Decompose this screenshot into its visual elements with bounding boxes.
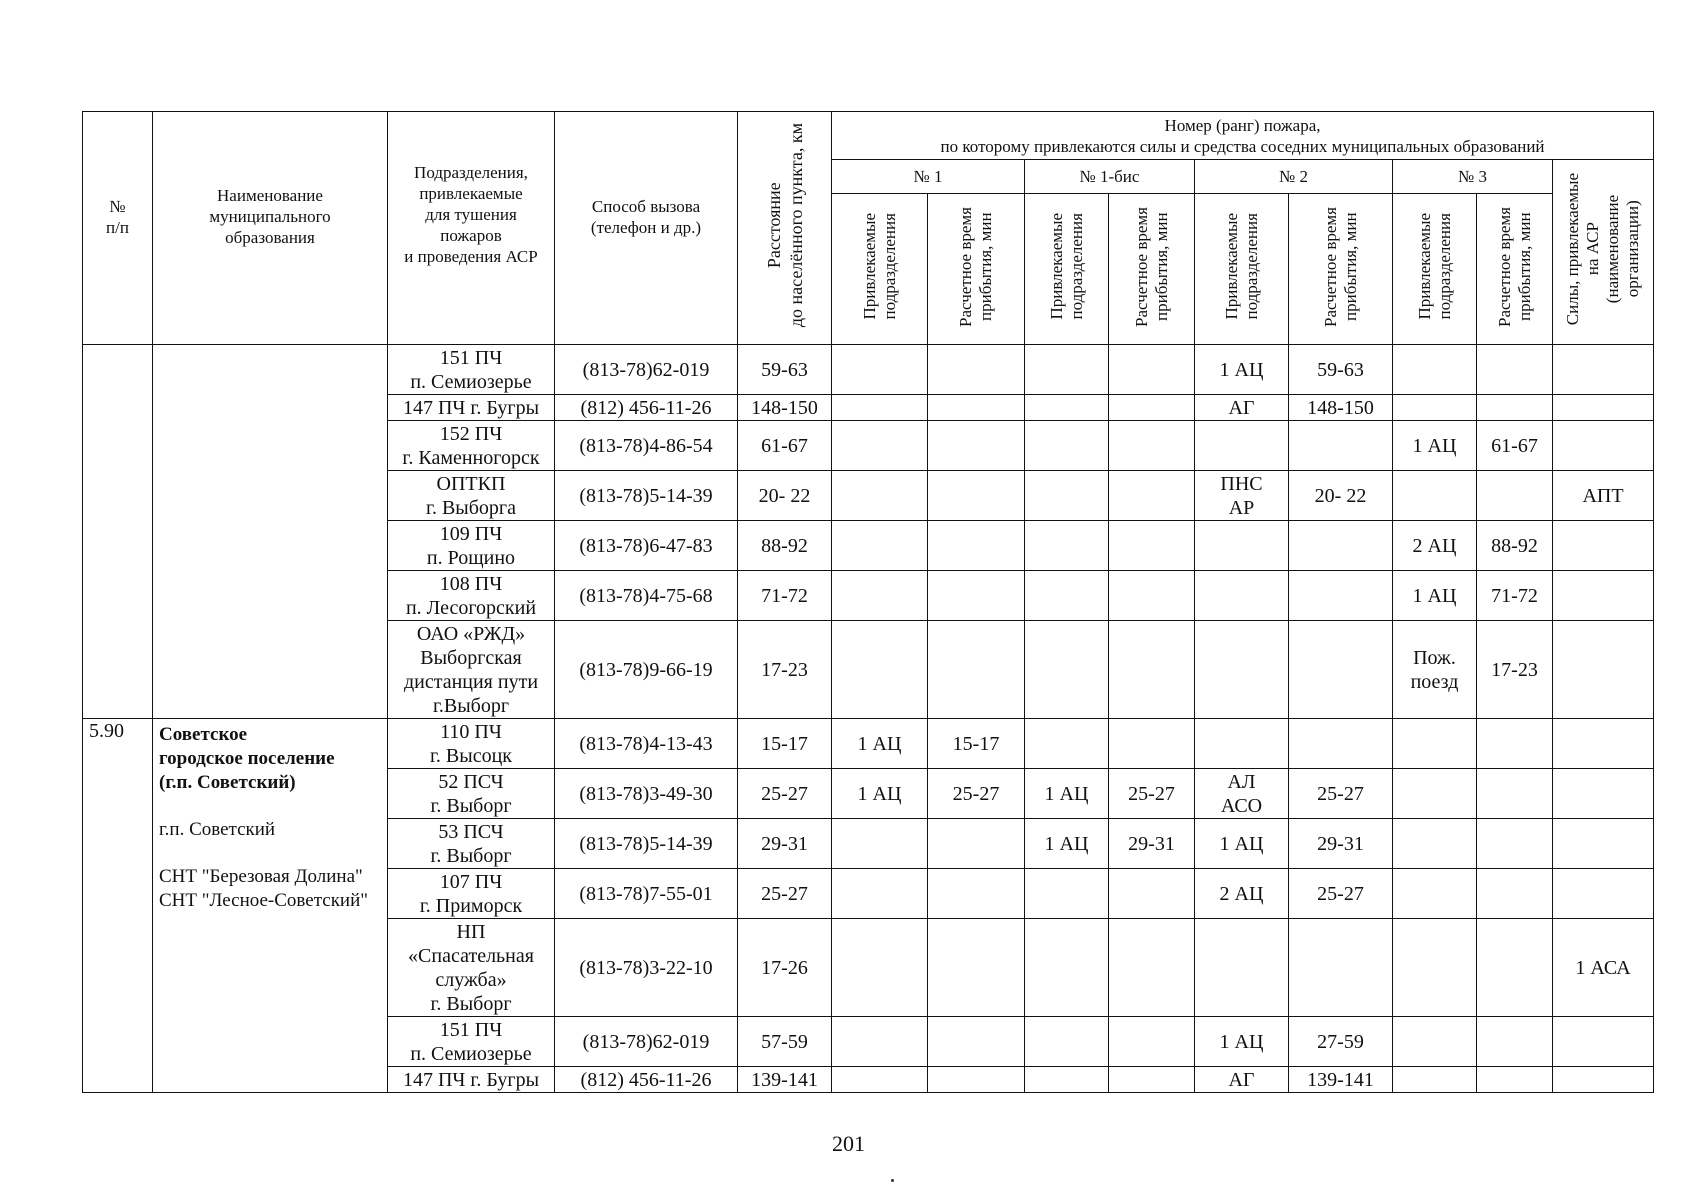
r1b-units-cell [1025, 395, 1109, 421]
r2-units-cell [1195, 521, 1289, 571]
asr-cell: 1 АСА [1553, 919, 1654, 1017]
header-units: Подразделения, привлекаемые для тушения пожаров и проведения АСР [388, 112, 555, 345]
distance-cell: 57-59 [738, 1017, 832, 1067]
r3-units-cell [1393, 1067, 1477, 1093]
asr-cell [1553, 345, 1654, 395]
r3-time-cell [1477, 919, 1553, 1017]
r2-time-cell: 27-59 [1289, 1017, 1393, 1067]
r1-time-cell [928, 345, 1025, 395]
header-r3-time-label: Расчетное время прибытия, мин [1494, 206, 1534, 327]
distance-cell: 17-23 [738, 621, 832, 719]
phone-cell: (812) 456-11-26 [555, 1067, 738, 1093]
unit-cell: 147 ПЧ г. Бугры [388, 1067, 555, 1093]
r1b-time-cell [1109, 471, 1195, 521]
r3-units-cell [1393, 471, 1477, 521]
distance-cell: 20- 22 [738, 471, 832, 521]
header-r3-units-label: Привлекаемые подразделения [1414, 213, 1454, 320]
r1b-time-cell [1109, 719, 1195, 769]
phone-cell: (813-78)4-86-54 [555, 421, 738, 471]
phone-cell: (813-78)5-14-39 [555, 819, 738, 869]
header-r1b-units [1025, 194, 1109, 345]
phone-cell: (813-78)62-019 [555, 1017, 738, 1067]
r1-units-cell [832, 471, 928, 521]
r3-time-cell: 17-23 [1477, 621, 1553, 719]
asr-cell [1553, 819, 1654, 869]
header-rank-1: № 1 [832, 160, 1025, 194]
phone-cell: (813-78)9-66-19 [555, 621, 738, 719]
header-distance [738, 112, 832, 345]
scan-speck [891, 1179, 894, 1182]
phone-cell: (812) 456-11-26 [555, 395, 738, 421]
r3-time-cell [1477, 1017, 1553, 1067]
asr-cell [1553, 869, 1654, 919]
r1b-time-cell [1109, 345, 1195, 395]
r3-time-cell [1477, 869, 1553, 919]
r1-units-cell: 1 АЦ [832, 769, 928, 819]
phone-cell: (813-78)3-49-30 [555, 769, 738, 819]
header-r2-time-label: Расчетное время прибытия, мин [1320, 206, 1360, 327]
r1-units-cell [832, 421, 928, 471]
unit-cell: ОПТКП г. Выборга [388, 471, 555, 521]
header-r1-time-label: Расчетное время прибытия, мин [956, 206, 995, 327]
settlement-name: СНТ "Лесное-Советский" [159, 890, 369, 911]
unit-cell: НП «Спасательная служба» г. Выборг [388, 919, 555, 1017]
asr-cell [1553, 395, 1654, 421]
r1-units-cell [832, 571, 928, 621]
asr-cell [1553, 769, 1654, 819]
r1b-time-cell: 25-27 [1109, 769, 1195, 819]
r2-units-cell: 1 АЦ [1195, 819, 1289, 869]
asr-cell [1553, 1067, 1654, 1093]
group2-num: 5.90 [83, 719, 153, 1093]
phone-cell: (813-78)5-14-39 [555, 471, 738, 521]
r1b-units-cell [1025, 421, 1109, 471]
r2-units-cell: 1 АЦ [1195, 1017, 1289, 1067]
r1-time-cell [928, 471, 1025, 521]
asr-cell [1553, 421, 1654, 471]
header-r1b-time-label: Расчетное время прибытия, мин [1131, 206, 1171, 327]
header-distance-label: Расстояние до населённого пункта, км [763, 123, 806, 328]
r1-time-cell [928, 571, 1025, 621]
r3-units-cell [1393, 1017, 1477, 1067]
distance-cell: 61-67 [738, 421, 832, 471]
header-asr-forces-label: Силы, привлекаемые на АСР (наименование организации) [1563, 173, 1643, 326]
r1b-units-cell: 1 АЦ [1025, 769, 1109, 819]
unit-cell: 151 ПЧ п. Семиозерье [388, 345, 555, 395]
r2-time-cell [1289, 919, 1393, 1017]
phone-cell: (813-78)3-22-10 [555, 919, 738, 1017]
r3-units-cell: Пож. поезд [1393, 621, 1477, 719]
unit-cell: 108 ПЧ п. Лесогорский [388, 571, 555, 621]
r2-time-cell: 25-27 [1289, 869, 1393, 919]
r2-units-cell: 2 АЦ [1195, 869, 1289, 919]
r1b-units-cell: 1 АЦ [1025, 819, 1109, 869]
r2-time-cell [1289, 521, 1393, 571]
group1-num-cell [83, 345, 153, 719]
header-r1-units [832, 194, 928, 345]
distance-cell: 25-27 [738, 869, 832, 919]
group1-muni-cell [153, 345, 388, 719]
r1b-time-cell: 29-31 [1109, 819, 1195, 869]
settlement-name: г.п. Советский [159, 819, 276, 840]
r1b-units-cell [1025, 621, 1109, 719]
r1-units-cell [832, 919, 928, 1017]
r1-units-cell: 1 АЦ [832, 719, 928, 769]
group2-muni-cell [153, 719, 388, 1093]
r1-units-cell [832, 395, 928, 421]
r2-time-cell: 148-150 [1289, 395, 1393, 421]
r3-units-cell: 2 АЦ [1393, 521, 1477, 571]
unit-cell: 151 ПЧ п. Семиозерье [388, 1017, 555, 1067]
header-call-method: Способ вызова (телефон и др.) [555, 112, 738, 345]
r1b-units-cell [1025, 521, 1109, 571]
asr-cell [1553, 621, 1654, 719]
r3-units-cell [1393, 819, 1477, 869]
header-rank-2: № 2 [1195, 160, 1393, 194]
r2-units-cell: ПНС АР [1195, 471, 1289, 521]
r1-units-cell [832, 1067, 928, 1093]
r3-time-cell [1477, 471, 1553, 521]
r1b-units-cell [1025, 471, 1109, 521]
distance-cell: 17-26 [738, 919, 832, 1017]
r1-units-cell [832, 621, 928, 719]
unit-cell: 52 ПСЧ г. Выборг [388, 769, 555, 819]
distance-cell: 71-72 [738, 571, 832, 621]
r3-units-cell: 1 АЦ [1393, 421, 1477, 471]
settlement-name: СНТ "Березовая Долина" [159, 866, 363, 887]
r3-units-cell: 1 АЦ [1393, 571, 1477, 621]
r1b-time-cell [1109, 621, 1195, 719]
r1b-time-cell [1109, 869, 1195, 919]
r3-time-cell [1477, 719, 1553, 769]
r3-units-cell [1393, 345, 1477, 395]
distance-cell: 59-63 [738, 345, 832, 395]
asr-cell [1553, 521, 1654, 571]
r2-time-cell: 25-27 [1289, 769, 1393, 819]
r3-units-cell [1393, 395, 1477, 421]
r1b-time-cell [1109, 421, 1195, 471]
distance-cell: 29-31 [738, 819, 832, 869]
r2-time-cell: 139-141 [1289, 1067, 1393, 1093]
r1-time-cell: 25-27 [928, 769, 1025, 819]
r2-time-cell [1289, 421, 1393, 471]
header-r2-units-label: Привлекаемые подразделения [1221, 213, 1261, 320]
header-r1b-time [1109, 194, 1195, 345]
r3-time-cell: 61-67 [1477, 421, 1553, 471]
r1b-time-cell [1109, 521, 1195, 571]
header-municipality: Наименование муниципального образования [153, 112, 388, 345]
r3-units-cell [1393, 869, 1477, 919]
r2-time-cell: 29-31 [1289, 819, 1393, 869]
municipality-name: Советское городское поселение (г.п. Советский) [159, 724, 335, 793]
table-row [83, 345, 1654, 395]
distance-cell: 15-17 [738, 719, 832, 769]
header-r3-units [1393, 194, 1477, 345]
r1b-time-cell [1109, 1017, 1195, 1067]
r3-time-cell [1477, 1067, 1553, 1093]
unit-cell: 147 ПЧ г. Бугры [388, 395, 555, 421]
r1-time-cell [928, 1017, 1025, 1067]
unit-cell: 107 ПЧ г. Приморск [388, 869, 555, 919]
table-body [83, 345, 1654, 1093]
r1-units-cell [832, 869, 928, 919]
r1-time-cell [928, 521, 1025, 571]
r1b-time-cell [1109, 919, 1195, 1017]
unit-cell: 53 ПСЧ г. Выборг [388, 819, 555, 869]
r2-units-cell [1195, 421, 1289, 471]
unit-cell: ОАО «РЖД» Выборгская дистанция пути г.Выборг [388, 621, 555, 719]
asr-cell [1553, 719, 1654, 769]
r3-time-cell: 88-92 [1477, 521, 1553, 571]
r1b-units-cell [1025, 919, 1109, 1017]
r2-time-cell [1289, 719, 1393, 769]
r1b-units-cell [1025, 719, 1109, 769]
header-rank-3: № 3 [1393, 160, 1553, 194]
r3-time-cell [1477, 769, 1553, 819]
r1b-units-cell [1025, 869, 1109, 919]
r1-time-cell: 15-17 [928, 719, 1025, 769]
r2-time-cell [1289, 621, 1393, 719]
header-r3-time [1477, 194, 1553, 345]
r1b-units-cell [1025, 345, 1109, 395]
r1-units-cell [832, 521, 928, 571]
phone-cell: (813-78)4-13-43 [555, 719, 738, 769]
header-num: № п/п [83, 112, 153, 345]
r2-units-cell [1195, 719, 1289, 769]
header-rank-title: Номер (ранг) пожара, по которому привлекаются силы и средства соседних муниципальных образований [832, 112, 1654, 160]
r1-units-cell [832, 1017, 928, 1067]
phone-cell: (813-78)4-75-68 [555, 571, 738, 621]
r3-units-cell [1393, 919, 1477, 1017]
r2-units-cell: АГ [1195, 395, 1289, 421]
r2-units-cell [1195, 919, 1289, 1017]
r1b-time-cell [1109, 395, 1195, 421]
header-r2-time [1289, 194, 1393, 345]
r1-time-cell [928, 869, 1025, 919]
r2-units-cell: 1 АЦ [1195, 345, 1289, 395]
asr-cell [1553, 571, 1654, 621]
r1-time-cell [928, 395, 1025, 421]
r1b-units-cell [1025, 571, 1109, 621]
r1-time-cell [928, 919, 1025, 1017]
r1b-time-cell [1109, 1067, 1195, 1093]
header-r1-time [928, 194, 1025, 345]
r3-time-cell [1477, 819, 1553, 869]
asr-cell [1553, 1017, 1654, 1067]
r2-time-cell: 59-63 [1289, 345, 1393, 395]
r2-units-cell [1195, 571, 1289, 621]
page-number: 201 [832, 1131, 865, 1156]
unit-cell: 152 ПЧ г. Каменногорск [388, 421, 555, 471]
r3-units-cell [1393, 769, 1477, 819]
r2-time-cell: 20- 22 [1289, 471, 1393, 521]
r1-time-cell [928, 819, 1025, 869]
r3-time-cell: 71-72 [1477, 571, 1553, 621]
r1-units-cell [832, 345, 928, 395]
r3-time-cell [1477, 345, 1553, 395]
r1b-units-cell [1025, 1017, 1109, 1067]
header-r2-units [1195, 194, 1289, 345]
distance-cell: 25-27 [738, 769, 832, 819]
header-r1-units-label: Привлекаемые подразделения [859, 213, 899, 320]
phone-cell: (813-78)7-55-01 [555, 869, 738, 919]
r1-time-cell [928, 621, 1025, 719]
phone-cell: (813-78)6-47-83 [555, 521, 738, 571]
unit-cell: 109 ПЧ п. Рощино [388, 521, 555, 571]
table-row [83, 719, 1654, 769]
r3-units-cell [1393, 719, 1477, 769]
header-rank-1bis: № 1-бис [1025, 160, 1195, 194]
table-header [83, 112, 1654, 345]
r2-units-cell: АГ [1195, 1067, 1289, 1093]
header-asr-forces [1553, 160, 1654, 345]
header-r1b-units-label: Привлекаемые подразделения [1046, 213, 1086, 320]
unit-cell: 110 ПЧ г. Высоцк [388, 719, 555, 769]
r1-units-cell [832, 819, 928, 869]
r2-units-cell [1195, 621, 1289, 719]
r2-time-cell [1289, 571, 1393, 621]
r1b-time-cell [1109, 571, 1195, 621]
r2-units-cell: АЛ АСО [1195, 769, 1289, 819]
distance-cell: 88-92 [738, 521, 832, 571]
distance-cell: 148-150 [738, 395, 832, 421]
r1-time-cell [928, 421, 1025, 471]
distance-cell: 139-141 [738, 1067, 832, 1093]
r1b-units-cell [1025, 1067, 1109, 1093]
phone-cell: (813-78)62-019 [555, 345, 738, 395]
r1-time-cell [928, 1067, 1025, 1093]
asr-cell: АПТ [1553, 471, 1654, 521]
fire-resources-table [82, 111, 1654, 1093]
r3-time-cell [1477, 395, 1553, 421]
